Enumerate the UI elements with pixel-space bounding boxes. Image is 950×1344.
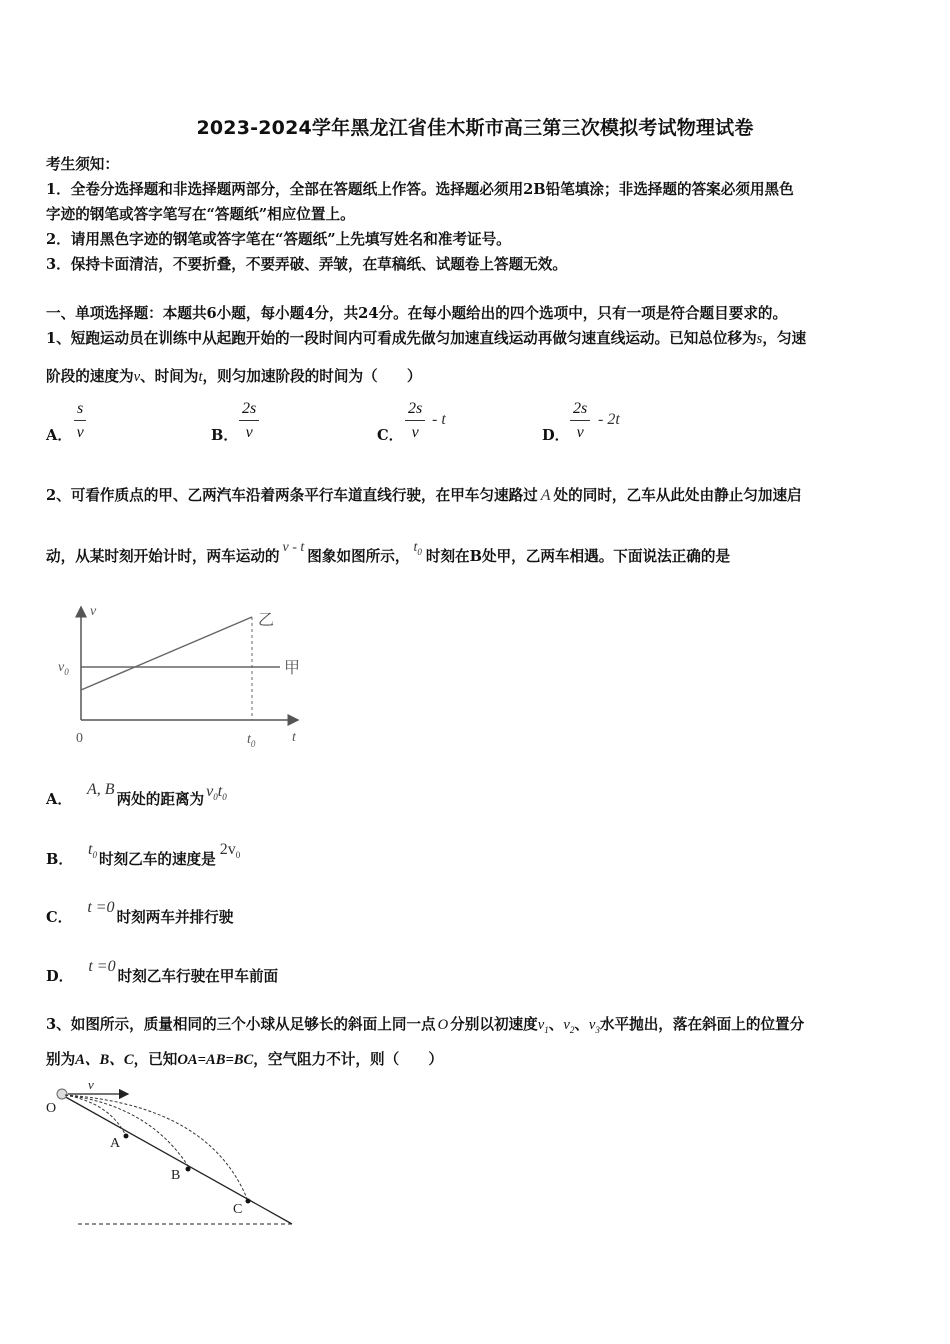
q1-option-c-num: 2s <box>405 400 425 421</box>
q2-line1a: 2、可看作质点的甲、乙两汽车沿着两条平行车道直线行驶，在甲车匀速路过 <box>46 487 538 504</box>
q1-option-a-label: A． <box>46 427 72 444</box>
q1-option-c-suffix: - t <box>432 411 446 428</box>
q2-option-b-math2 <box>216 841 241 861</box>
q3-line2c: ，空气阻力不计，则（ ） <box>253 1051 443 1068</box>
q2-option-b-text: 时刻乙车的速度是 <box>98 851 216 868</box>
q2-option-c-label: C． <box>46 909 73 926</box>
notice-line3: 3．保持卡面清洁，不要折叠，不要弄破、弄皱，在草稿纸、试题卷上答题无效。 <box>46 256 567 273</box>
page-title: 2023-2024学年黑龙江省佳木斯市高三第三次模拟考试物理试卷 <box>196 117 754 139</box>
q1-option-a-fraction <box>74 400 86 443</box>
q3-incline-diagram <box>40 1075 310 1235</box>
q1-option-a-num: s <box>74 400 86 421</box>
q3-line1a: 3、如图所示，质量相同的三个小球从足够长的斜面上同一点 <box>46 1016 436 1033</box>
yi-label: 乙 <box>258 612 275 629</box>
q3-v2-v: v <box>563 1017 570 1033</box>
q2-option-b-2v-sub: 0 <box>235 850 241 861</box>
q1-option-a-den: v <box>76 424 84 441</box>
notice-line1b: 字迹的钢笔或答字笔写在“答题纸”相应位置上。 <box>46 206 355 223</box>
q2-A: A <box>540 487 551 504</box>
q1-option-d-num: 2s <box>570 400 590 421</box>
q1-line2b: 、时间为 <box>140 368 199 385</box>
q3-eq: OA=AB=BC <box>177 1052 254 1068</box>
q1-option-d-label: D． <box>542 427 570 444</box>
q1-line1-text: 1、短跑运动员在训练中从起跑开始的一段时间内可看成先做匀加速直线运动再做匀速直线运动。已知总位移为 <box>46 330 757 347</box>
point-a <box>124 1134 129 1139</box>
q2-line1 <box>46 484 802 505</box>
q3-v3 <box>589 1017 600 1033</box>
q1-option-b-fraction <box>239 400 259 443</box>
q2-vt: v - t <box>282 540 305 555</box>
v0-label <box>58 660 69 677</box>
q3-sep2: 、 <box>574 1016 589 1033</box>
q2-vt-graph <box>40 595 320 755</box>
q2-option-b-label: B． <box>46 851 73 868</box>
q1-option-c-den: v <box>411 424 419 441</box>
q1-s: s <box>756 331 763 347</box>
q3-line2 <box>46 1048 443 1069</box>
q2-line2b: 图象如图所示， <box>307 548 410 565</box>
q2-option-a <box>46 781 227 810</box>
q3-O: O <box>437 1017 449 1033</box>
q2-line2a: 动，从某时刻开始计时，两车运动的 <box>46 548 280 565</box>
q3-v2 <box>563 1017 574 1033</box>
q2-option-a-math2 <box>204 783 227 803</box>
label-o: O <box>46 1101 57 1116</box>
yi-line <box>81 617 252 690</box>
q2-option-a-t-sub: 0 <box>222 792 227 803</box>
label-c: C <box>233 1202 243 1217</box>
q1-line1 <box>46 327 806 348</box>
q3-line1 <box>46 1013 804 1035</box>
q2-option-b-t-sub: 0 <box>92 850 97 861</box>
q2-option-c <box>46 899 234 927</box>
q2-t0-t: t <box>413 540 418 555</box>
q3-v1-sub: 1 <box>544 1024 549 1035</box>
q1-option-b-label: B． <box>211 427 238 444</box>
q1-option-d-suffix: - 2t <box>598 411 620 428</box>
q3-v3-v: v <box>588 1017 596 1033</box>
q1-line2 <box>46 365 421 386</box>
q1-option-b-num: 2s <box>239 400 259 421</box>
t0-label-sub: 0 <box>250 739 256 749</box>
q2-option-a-v: v <box>206 783 214 800</box>
q2-line1b: 处的同时，乙车从此处由静止匀加速启 <box>553 487 802 504</box>
point-c <box>246 1199 251 1204</box>
q3-line2a: 别为 <box>46 1051 76 1068</box>
t0-label-t: t <box>247 732 251 747</box>
notice-heading: 考生须知： <box>46 156 119 173</box>
q1-line2c: ，则匀加速阶段的时间为（ ） <box>202 368 422 385</box>
ball <box>57 1089 67 1099</box>
label-b: B <box>171 1168 181 1183</box>
jia-label: 甲 <box>284 660 301 677</box>
label-a: A <box>110 1136 121 1151</box>
notice-line1a: 1．全卷分选择题和非选择题两部分，全部在答题纸上作答。选择题必须用2B铅笔填涂；非选择题的答案必须用黑色 <box>46 181 794 198</box>
q2-option-a-label: A． <box>46 791 72 808</box>
q2-option-d-math: t =0 <box>88 958 116 975</box>
q2-option-a-text: 两处的距离为 <box>116 791 205 808</box>
q2-option-a-t: t <box>217 783 223 800</box>
q1-option-d-fraction <box>570 400 590 443</box>
incline-line <box>62 1095 292 1224</box>
q1-v: v <box>133 369 141 385</box>
q1-option-b-den: v <box>245 424 253 441</box>
q2-t0-sub: 0 <box>417 546 422 557</box>
q2-t0 <box>409 540 425 555</box>
q3-ABC: A、B、C <box>75 1052 134 1068</box>
q3-v1 <box>538 1017 549 1033</box>
origin-label: 0 <box>76 731 83 746</box>
q1-t: t <box>198 369 203 385</box>
q1-option-c-label: C． <box>377 427 404 444</box>
q1-line2a: 阶段的速度为 <box>46 368 134 385</box>
q2-option-b-math <box>78 841 99 861</box>
v0-label-v: v <box>58 660 65 675</box>
q1-option-d-den: v <box>576 424 584 441</box>
point-b <box>186 1167 191 1172</box>
q2-option-c-math: t =0 <box>87 899 115 916</box>
q3-v3-sub: 3 <box>595 1024 600 1035</box>
q2-option-a-v-sub: 0 <box>213 792 218 803</box>
t-axis-label: t <box>292 730 296 745</box>
q2-option-b-2v: 2v <box>219 841 236 858</box>
q1-line1-end: ，匀速 <box>762 330 807 347</box>
q3-line2b: ，已知 <box>133 1051 178 1068</box>
velocity-label: v <box>88 1077 94 1092</box>
q1-option-c-fraction <box>405 400 425 443</box>
v0-label-sub: 0 <box>64 667 69 677</box>
q3-line1c: 水平抛出，落在斜面上的位置分 <box>599 1016 805 1033</box>
q2-option-d <box>46 958 279 986</box>
section-heading: 一、单项选择题：本题共6小题，每小题4分，共24分。在每小题给出的四个选项中，只有一项是符合题目要求的。 <box>46 305 788 322</box>
q2-option-b <box>46 841 241 870</box>
q3-line1b: 分别以初速度 <box>450 1016 538 1033</box>
q2-option-d-text: 时刻乙车行驶在甲车前面 <box>117 968 279 985</box>
q2-option-d-label: D． <box>46 968 74 985</box>
q2-line2 <box>46 540 731 567</box>
q3-v1-v: v <box>537 1017 545 1033</box>
q3-v2-sub: 2 <box>569 1024 575 1035</box>
q3-sep1: 、 <box>548 1016 564 1033</box>
q2-option-b-t: t <box>88 841 93 858</box>
t0-label <box>247 732 256 749</box>
q2-line2c: 时刻在B处甲，乙两车相遇。下面说法正确的是 <box>425 548 731 565</box>
v-axis-label: v <box>90 604 97 619</box>
q2-option-a-math: A, B <box>87 781 115 798</box>
notice-line2: 2．请用黑色字迹的钢笔或答字笔在“答题纸”上先填写姓名和准考证号。 <box>46 231 511 248</box>
q2-option-c-text: 时刻两车并排行驶 <box>116 909 234 926</box>
